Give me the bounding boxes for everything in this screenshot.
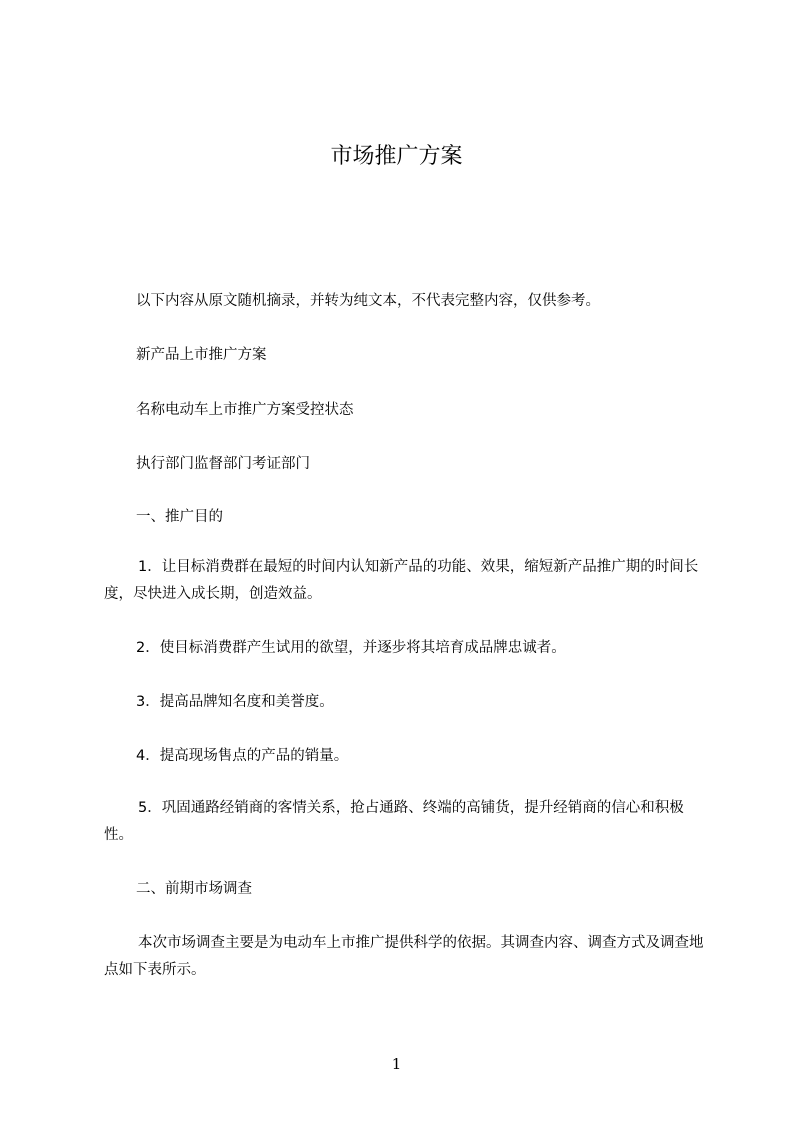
purpose-item-3: 3．提高品牌知名度和美誉度。 [136,694,334,710]
page-number: 1 [391,1055,402,1073]
purpose-item-2: 2．使目标消费群产生试用的欲望，并逐步将其培育成品牌忠诚者。 [136,640,566,656]
document-title: 市场推广方案 [330,144,463,169]
section-heading-new-product: 新产品上市推广方案 [136,347,267,363]
section-heading-market-survey: 二、前期市场调查 [136,881,252,897]
purpose-item-4: 4．提高现场售点的产品的销量。 [136,748,349,764]
purpose-item-5: 5．巩固通路经销商的客情关系，抢占通路、终端的高铺货，提升经销商的信心和积极性。 [104,800,684,843]
section-heading-purpose: 一、推广目的 [136,509,223,525]
intro-note: 以下内容从原文随机摘录，并转为纯文本，不代表完整内容，仅供参考。 [136,293,600,309]
survey-description: 本次市场调查主要是为电动车上市推广提供科学的依据。其调查内容、调查方式及调查地点如下表所示。 [104,935,704,978]
name-line: 名称电动车上市推广方案受控状态 [136,402,354,418]
department-line: 执行部门监督部门考证部门 [136,456,310,472]
purpose-item-1: 1．让目标消费群在最短的时间内认知新产品的功能、效果，缩短新产品推广期的时间长度，尽快进入成长期，创造效益。 [104,559,699,602]
